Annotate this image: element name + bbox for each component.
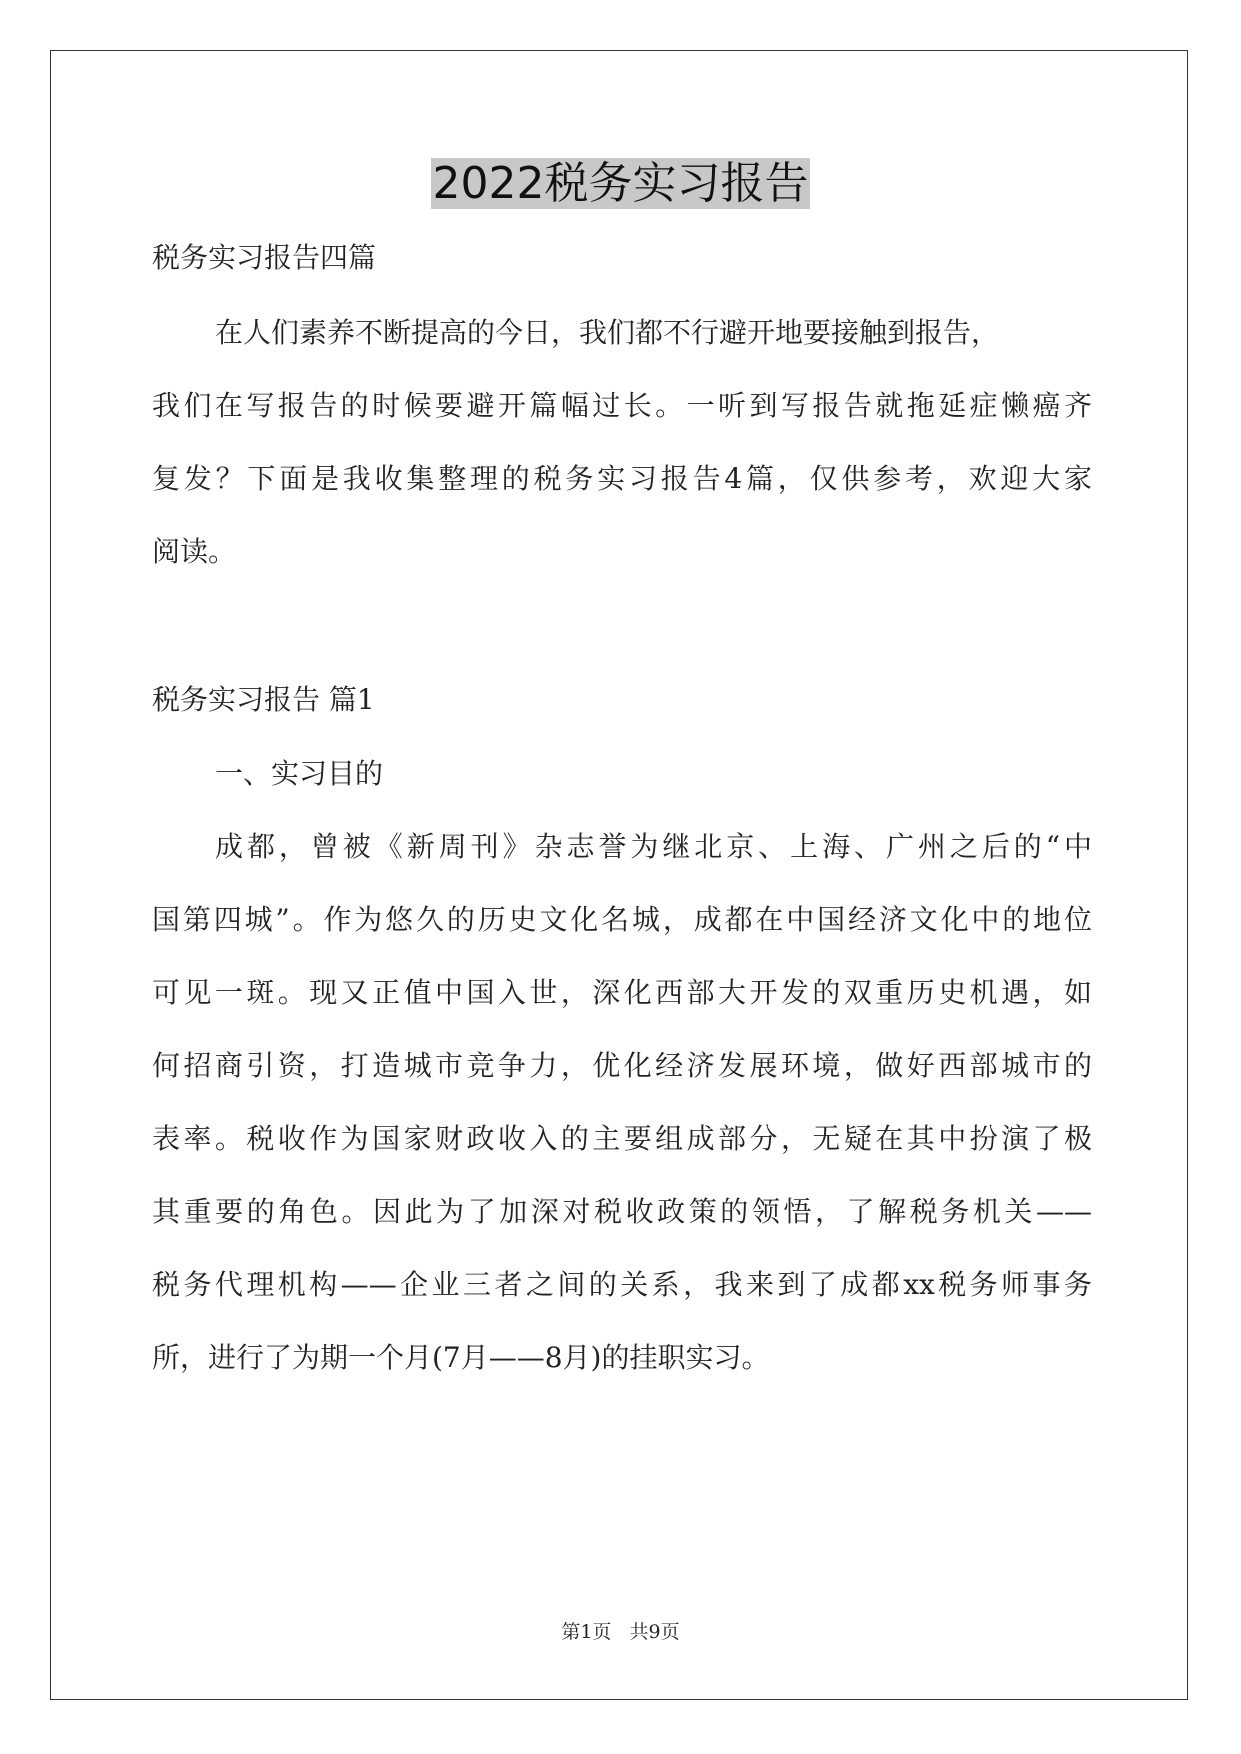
intro-line: 我们在写报告的时候要避开篇幅过长。一听到写报告就拖延症懒癌齐 (152, 389, 1092, 422)
body-line: 其重要的角色。因此为了加深对税收政策的领悟，了解税务机关—— (152, 1195, 1092, 1228)
body-line: 所，进行了为期一个月(7月——8月)的挂职实习。 (152, 1341, 770, 1374)
body-line: 税务代理机构——企业三者之间的关系，我来到了成都xx税务师事务 (152, 1268, 1092, 1301)
body-line: 可见一斑。现又正值中国入世，深化西部大开发的双重历史机遇，如 (152, 976, 1092, 1009)
subtitle: 税务实习报告四篇 (152, 241, 377, 274)
body-line: 表率。税收作为国家财政收入的主要组成部分，无疑在其中扮演了极 (152, 1122, 1092, 1155)
heading-1: 一、实习目的 (215, 757, 384, 790)
document-title-text: 2022税务实习报告 (432, 158, 809, 209)
document-title (0, 152, 1241, 216)
body-line: 国第四城”。作为悠久的历史文化名城，成都在中国经济文化中的地位 (152, 903, 1092, 936)
intro-line: 复发？下面是我收集整理的税务实习报告4篇，仅供参考，欢迎大家 (152, 462, 1092, 495)
section-title: 税务实习报告 篇1 (152, 683, 375, 716)
intro-line: 在人们素养不断提高的今日，我们都不行避开地要接触到报告， (215, 316, 1000, 349)
page-footer: 第1页 共9页 (561, 1621, 680, 1643)
body-line: 何招商引资，打造城市竞争力，优化经济发展环境，做好西部城市的 (152, 1049, 1092, 1082)
page-border (50, 50, 1188, 1700)
body-line: 成都，曾被《新周刊》杂志誉为继北京、上海、广州之后的“中 (215, 830, 1092, 863)
intro-line: 阅读。 (152, 535, 237, 568)
